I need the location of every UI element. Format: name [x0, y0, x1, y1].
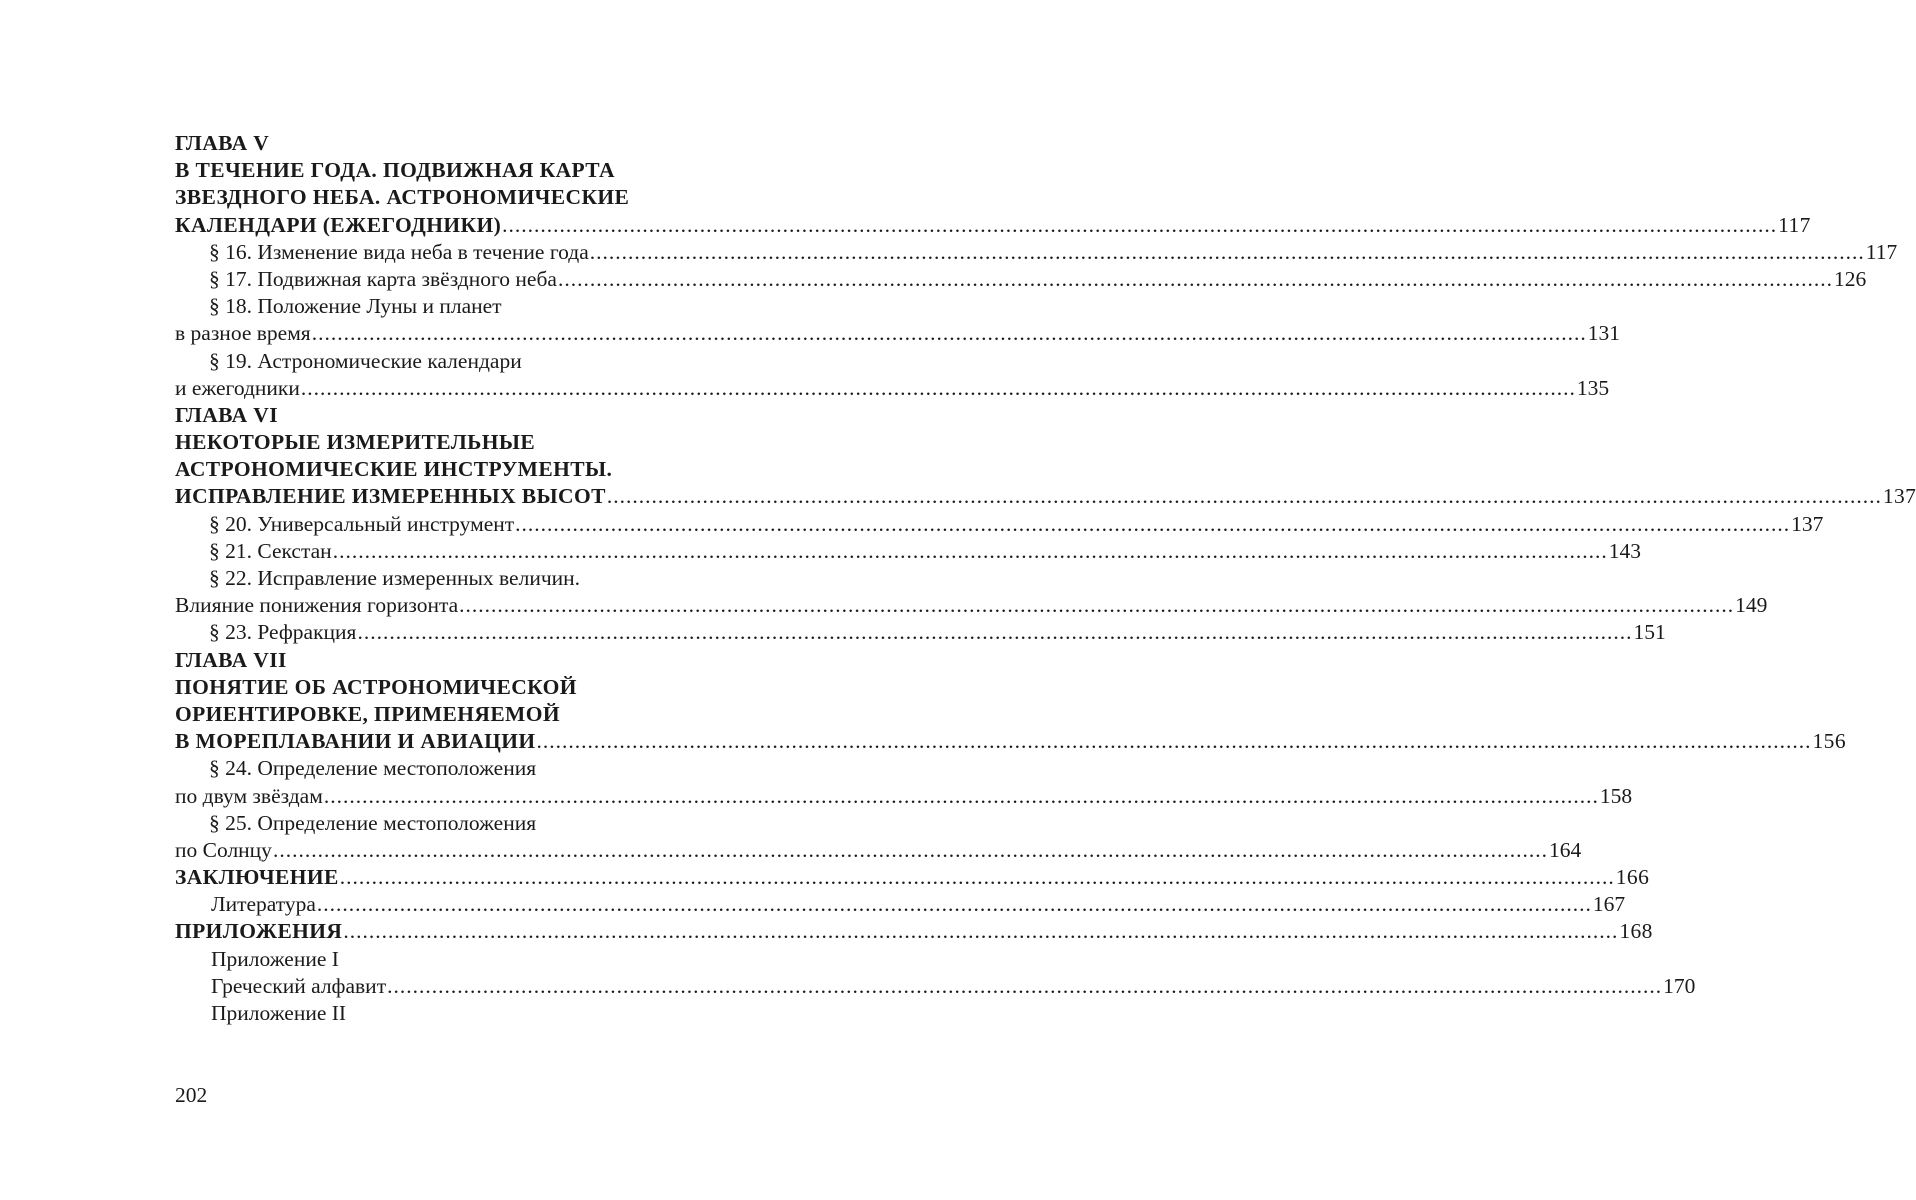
- section-17-entry[interactable]: § 17. Подвижная карта звёздного неба ........................................................................................................................................................................................................ 126: [175, 266, 738, 293]
- appendix-1-label: Приложение I: [211, 946, 339, 971]
- dot-leader: ........................................................................................................................................................................................................: [323, 783, 1599, 808]
- page-number: 117: [1865, 239, 1898, 264]
- appendix-1-entry[interactable]: Греческий алфавит ........................................................................................................................................................................................................ 170: [175, 973, 738, 1000]
- chapter-7-title-line-3[interactable]: В МОРЕПЛАВАНИИ И АВИАЦИИ ........................................................................................................................................................................................................ 156: [175, 728, 738, 755]
- page-number: 117: [1778, 212, 1811, 237]
- dot-leader: ........................................................................................................................................................................................................: [387, 973, 1663, 998]
- chapter-5-label: ГЛАВА V: [175, 131, 270, 155]
- page-number: 167: [1592, 892, 1626, 917]
- section-19-entry[interactable]: и ежегодники ........................................................................................................................................................................................................ 135: [175, 375, 738, 402]
- chapter-6-title-line-2: АСТРОНОМИЧЕСКИЕ ИНСТРУМЕНТЫ.: [175, 457, 613, 482]
- dot-leader: ........................................................................................................................................................................................................: [536, 729, 1812, 754]
- section-23-entry[interactable]: § 23. Рефракция ........................................................................................................................................................................................................ 151: [175, 619, 738, 646]
- appendices-entry[interactable]: ПРИЛОЖЕНИЯ ........................................................................................................................................................................................................ 168: [175, 918, 738, 945]
- section-19-title-line-1: § 19. Астрономические календари: [209, 348, 522, 373]
- page-number: 151: [1633, 620, 1666, 645]
- page-number: 158: [1599, 783, 1633, 808]
- page-number: 143: [1608, 538, 1641, 563]
- conclusion-entry[interactable]: ЗАКЛЮЧЕНИЕ ........................................................................................................................................................................................................ 166: [175, 864, 738, 891]
- page-number: 170: [1663, 973, 1696, 998]
- dot-leader: ........................................................................................................................................................................................................: [311, 321, 1587, 346]
- appendix-2-label: Приложение II: [211, 1001, 347, 1025]
- section-18-entry[interactable]: в разное время ........................................................................................................................................................................................................ 131: [175, 320, 738, 347]
- chapter-6-label: ГЛАВА VI: [175, 402, 278, 427]
- page-number: 126: [1833, 266, 1867, 291]
- section-25-title-line-1: § 25. Определение местоположения: [209, 810, 537, 835]
- section-18-title-line-1: § 18. Положение Луны и планет: [209, 294, 502, 319]
- chapter-7-label: ГЛАВА VII: [175, 647, 287, 672]
- chapter-6-label-row: [175, 402, 738, 429]
- chapter-7-title-line-1: ПОНЯТИЕ ОБ АСТРОНОМИЧЕСКОЙ: [175, 674, 577, 699]
- dot-leader: ........................................................................................................................................................................................................: [606, 484, 1882, 509]
- dot-leader: ........................................................................................................................................................................................................: [357, 620, 1633, 645]
- chapter-5-title-line-3[interactable]: КАЛЕНДАРИ (ЕЖЕГОДНИКИ) ........................................................................................................................................................................................................ 117: [175, 212, 738, 239]
- dot-leader: ........................................................................................................................................................................................................: [300, 375, 1576, 400]
- dot-leader: ........................................................................................................................................................................................................: [272, 837, 1548, 862]
- chapter-5-title-line-1: В ТЕЧЕНИЕ ГОДА. ПОДВИЖНАЯ КАРТА: [175, 158, 615, 183]
- section-24-entry[interactable]: по двум звёздам ........................................................................................................................................................................................................ 158: [175, 783, 738, 810]
- dot-leader: ........................................................................................................................................................................................................: [502, 212, 1778, 237]
- page-number: 137: [1882, 484, 1916, 509]
- page-number: 137: [1791, 511, 1824, 536]
- dot-leader: ........................................................................................................................................................................................................: [515, 511, 1791, 536]
- chapter-7-title-line-2: ОРИЕНТИРОВКЕ, ПРИМЕНЯЕМОЙ: [175, 701, 561, 726]
- dot-leader: ........................................................................................................................................................................................................: [589, 239, 1865, 264]
- section-25-entry[interactable]: по Солнцу ........................................................................................................................................................................................................ 164: [175, 837, 738, 864]
- page-number: 168: [1619, 919, 1653, 944]
- page-number: 135: [1576, 375, 1610, 400]
- dot-leader: ........................................................................................................................................................................................................: [316, 892, 1592, 917]
- page-number: 131: [1587, 321, 1620, 346]
- page-number: 166: [1615, 865, 1650, 890]
- section-16-entry[interactable]: § 16. Изменение вида неба в течение года ........................................................................................................................................................................................................ 117: [175, 239, 738, 266]
- page-number: 164: [1548, 837, 1582, 862]
- section-21-entry[interactable]: § 21. Секстан ........................................................................................................................................................................................................ 143: [175, 538, 738, 565]
- section-20-entry[interactable]: § 20. Универсальный инструмент ........................................................................................................................................................................................................ 137: [175, 511, 738, 538]
- dot-leader: ........................................................................................................................................................................................................: [339, 865, 1615, 890]
- chapter-5-title-line-2: ЗВЕЗДНОГО НЕБА. АСТРОНОМИЧЕСКИЕ: [175, 185, 630, 210]
- section-24-title-line-1: § 24. Определение местоположения: [209, 756, 537, 781]
- section-22-entry[interactable]: Влияние понижения горизонта ........................................................................................................................................................................................................ 149: [175, 592, 738, 619]
- page-folio-number: 202: [175, 1083, 208, 1107]
- chapter-5-label-row: [175, 130, 738, 157]
- section-22-title-line-1: § 22. Исправление измеренных величин.: [209, 566, 581, 590]
- chapter-7-label-row: [175, 647, 738, 674]
- chapter-6-title-line-3[interactable]: ИСПРАВЛЕНИЕ ИЗМЕРЕННЫХ ВЫСОТ ........................................................................................................................................................................................................ 137: [175, 483, 738, 510]
- dot-leader: ........................................................................................................................................................................................................: [332, 538, 1608, 563]
- dot-leader: ........................................................................................................................................................................................................: [459, 593, 1735, 618]
- literature-entry[interactable]: Литература ........................................................................................................................................................................................................ 167: [175, 891, 738, 918]
- dot-leader: ........................................................................................................................................................................................................: [343, 919, 1619, 944]
- table-of-contents: [175, 130, 1916, 1027]
- chapter-6-title-line-1: НЕКОТОРЫЕ ИЗМЕРИТЕЛЬНЫЕ: [175, 430, 536, 455]
- dot-leader: ........................................................................................................................................................................................................: [557, 266, 1833, 291]
- page-number: 156: [1812, 729, 1846, 754]
- page-number: 149: [1735, 593, 1768, 618]
